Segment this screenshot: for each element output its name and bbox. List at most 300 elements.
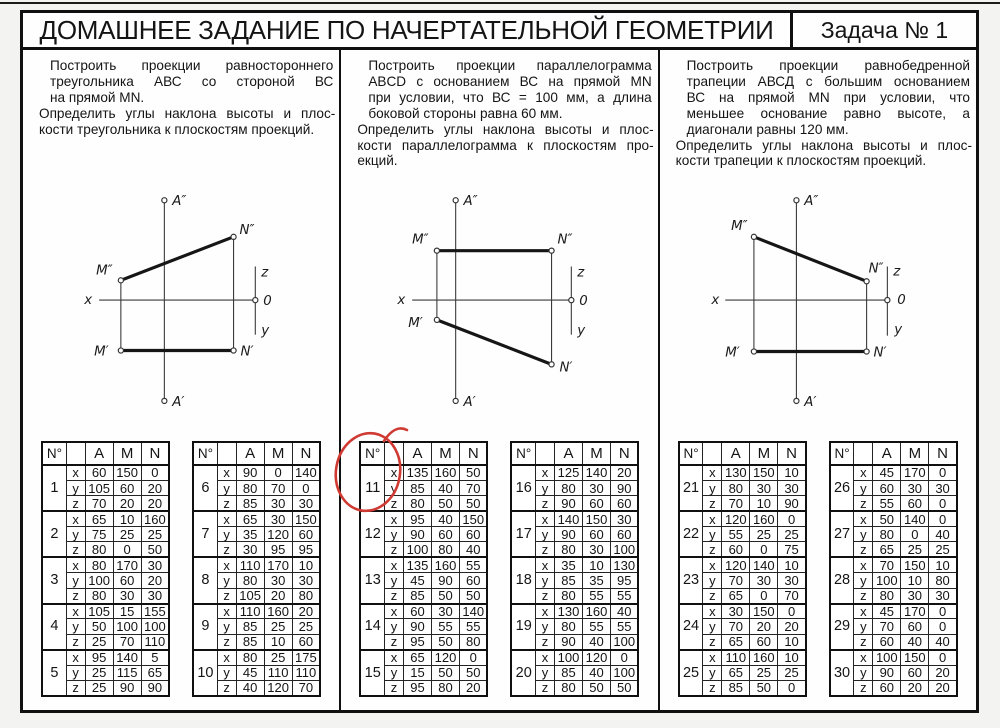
axis-label: y bbox=[384, 573, 403, 588]
task-text-line: меньшее основание равно высоте, а bbox=[686, 105, 970, 121]
coordinate-value: 25 bbox=[264, 619, 292, 634]
coordinate-value: 95 bbox=[292, 542, 320, 557]
coordinate-value: 170 bbox=[901, 604, 929, 619]
coordinate-value: 80 bbox=[459, 634, 487, 649]
task-text-line: ВС на прямой MN при условии, что bbox=[686, 89, 970, 105]
coordinate-value: 30 bbox=[113, 588, 141, 603]
point-label: A′ bbox=[803, 394, 817, 410]
coordinate-value: 10 bbox=[778, 557, 806, 572]
coordinate-value: 80 bbox=[85, 588, 113, 603]
point-label: y bbox=[261, 323, 270, 339]
axis-label: x bbox=[217, 604, 236, 619]
coordinate-value: 80 bbox=[722, 480, 750, 495]
axis-label: y bbox=[217, 619, 236, 634]
coordinate-value: 0 bbox=[929, 650, 957, 665]
task-text-line: ABCD с основанием ВС на прямой MN bbox=[368, 73, 652, 89]
coordinate-value: 85 bbox=[554, 665, 582, 680]
coordinate-value: 70 bbox=[722, 496, 750, 511]
variant-number: 17 bbox=[511, 511, 535, 557]
task-text-line: на прямой MN. bbox=[50, 89, 145, 105]
coordinate-value: 50 bbox=[431, 634, 459, 649]
coordinate-value: 25 bbox=[85, 634, 113, 649]
sheet-title: ДОМАШНЕЕ ЗАДАНИЕ ПО НАЧЕРТАТЕЛЬНОЙ ГЕОМЕТРИИ bbox=[23, 13, 793, 47]
tables-row-2 bbox=[341, 441, 657, 697]
coordinate-value: 60 bbox=[403, 604, 431, 619]
point-column-header: N bbox=[141, 442, 169, 465]
point-label: A′ bbox=[463, 394, 477, 410]
coordinate-value: 100 bbox=[141, 619, 169, 634]
coordinate-value: 0 bbox=[459, 650, 487, 665]
axis-label: y bbox=[535, 619, 554, 634]
coordinate-value: 30 bbox=[778, 480, 806, 495]
axis-column-header bbox=[535, 442, 554, 465]
axis-label: x bbox=[384, 650, 403, 665]
table-row bbox=[679, 511, 806, 526]
point-marker bbox=[231, 348, 236, 353]
coordinate-value: 90 bbox=[554, 634, 582, 649]
variant-number-header: N° bbox=[830, 442, 854, 465]
coordinate-value: 30 bbox=[264, 511, 292, 526]
variant-number: 26 bbox=[830, 465, 854, 511]
axis-label: x bbox=[217, 511, 236, 526]
coordinate-value: 175 bbox=[292, 650, 320, 665]
axis-label: z bbox=[703, 680, 722, 695]
point-marker bbox=[864, 349, 869, 354]
variant-number: 18 bbox=[511, 557, 535, 603]
coordinate-value: 90 bbox=[431, 573, 459, 588]
coordinate-value: 20 bbox=[929, 665, 957, 680]
coordinate-value: 160 bbox=[582, 604, 610, 619]
coordinate-value: 95 bbox=[610, 573, 638, 588]
coordinate-value: 140 bbox=[113, 650, 141, 665]
coordinate-value: 105 bbox=[236, 588, 264, 603]
point-marker bbox=[751, 349, 756, 354]
task-text-line: Определить углы наклона высоты и плос- bbox=[357, 121, 654, 137]
coordinate-value: 100 bbox=[554, 650, 582, 665]
coordinate-value: 40 bbox=[236, 680, 264, 695]
point-marker bbox=[162, 198, 167, 203]
coordinate-value: 40 bbox=[610, 604, 638, 619]
axis-label: x bbox=[217, 650, 236, 665]
coordinate-value: 20 bbox=[901, 680, 929, 695]
variant-number: 6 bbox=[193, 465, 217, 511]
variant-number-header: N° bbox=[511, 442, 535, 465]
point-marker bbox=[453, 398, 458, 403]
axis-label: z bbox=[384, 680, 403, 695]
coordinate-value: 30 bbox=[929, 480, 957, 495]
axis-label: x bbox=[66, 604, 85, 619]
coordinate-value: 50 bbox=[610, 680, 638, 695]
variant-number: 10 bbox=[193, 650, 217, 696]
coordinate-value: 100 bbox=[873, 573, 901, 588]
variants-table-21-25 bbox=[678, 441, 807, 697]
coordinate-value: 80 bbox=[554, 480, 582, 495]
coordinate-value: 120 bbox=[722, 511, 750, 526]
task-text-line: Определить углы наклона высоты и плос- bbox=[675, 137, 972, 153]
coordinate-value: 95 bbox=[264, 542, 292, 557]
point-column-header: N bbox=[459, 442, 487, 465]
coordinate-value: 0 bbox=[929, 604, 957, 619]
coordinate-value: 60 bbox=[292, 634, 320, 649]
coordinate-value: 30 bbox=[264, 573, 292, 588]
point-label: 0 bbox=[579, 294, 589, 310]
page-top-edge-line bbox=[0, 2, 1000, 4]
table-row bbox=[830, 557, 957, 572]
content-area bbox=[23, 50, 976, 710]
coordinate-value: 80 bbox=[403, 496, 431, 511]
coordinate-value: 55 bbox=[722, 527, 750, 542]
coordinate-value: 70 bbox=[873, 557, 901, 572]
variants-table-16-20 bbox=[510, 441, 639, 697]
coordinate-value: 80 bbox=[236, 480, 264, 495]
coordinate-value: 100 bbox=[113, 619, 141, 634]
point-marker bbox=[569, 298, 574, 303]
axis-label: x bbox=[384, 604, 403, 619]
triangle-projection-diagram bbox=[23, 183, 339, 433]
task-paragraph bbox=[368, 58, 651, 122]
coordinate-value: 90 bbox=[554, 496, 582, 511]
coordinate-value: 50 bbox=[141, 542, 169, 557]
coordinate-value: 30 bbox=[292, 496, 320, 511]
coordinate-value: 0 bbox=[929, 619, 957, 634]
coordinate-value: 0 bbox=[141, 465, 169, 480]
coordinate-value: 0 bbox=[778, 511, 806, 526]
axis-column-header bbox=[703, 442, 722, 465]
coordinate-value: 60 bbox=[582, 527, 610, 542]
axis-label: y bbox=[854, 665, 873, 680]
point-column-header: M bbox=[582, 442, 610, 465]
coordinate-value: 70 bbox=[292, 680, 320, 695]
coordinate-value: 0 bbox=[778, 680, 806, 695]
coordinate-value: 95 bbox=[403, 511, 431, 526]
coordinate-value: 0 bbox=[292, 480, 320, 495]
coordinate-value: 150 bbox=[113, 465, 141, 480]
axis-label: z bbox=[66, 634, 85, 649]
axis-label: y bbox=[854, 573, 873, 588]
axis-label: y bbox=[535, 573, 554, 588]
coordinate-value: 80 bbox=[292, 588, 320, 603]
table-row bbox=[360, 511, 487, 526]
coordinate-value: 20 bbox=[459, 680, 487, 695]
axis-label: z bbox=[535, 588, 554, 603]
coordinate-value: 20 bbox=[141, 573, 169, 588]
variant-number-header: N° bbox=[360, 442, 384, 465]
point-label: N″ bbox=[239, 222, 255, 238]
point-label: M′ bbox=[94, 344, 109, 360]
coordinate-value: 25 bbox=[778, 527, 806, 542]
coordinate-value: 120 bbox=[431, 650, 459, 665]
coordinate-value: 110 bbox=[292, 665, 320, 680]
task-text-line: Построить проекции параллелограмма bbox=[368, 58, 652, 73]
table-row bbox=[193, 604, 320, 619]
axis-label: x bbox=[854, 557, 873, 572]
variant-number: 4 bbox=[42, 604, 66, 650]
axis-label: x bbox=[66, 557, 85, 572]
title-bar bbox=[23, 13, 976, 50]
axis-label: x bbox=[384, 465, 403, 480]
point-label: N′ bbox=[559, 360, 573, 376]
table-row bbox=[679, 650, 806, 665]
point-label: z bbox=[892, 264, 900, 280]
coordinate-value: 10 bbox=[750, 496, 778, 511]
point-marker bbox=[118, 278, 123, 283]
coordinate-value: 30 bbox=[778, 573, 806, 588]
point-label: A″ bbox=[803, 194, 819, 210]
point-label: z bbox=[261, 265, 269, 281]
coordinate-value: 0 bbox=[750, 588, 778, 603]
axis-label: y bbox=[703, 573, 722, 588]
axis-label: y bbox=[854, 480, 873, 495]
tables-row-3 bbox=[660, 441, 976, 697]
variant-number: 28 bbox=[830, 557, 854, 603]
coordinate-value: 45 bbox=[873, 465, 901, 480]
variant-number: 30 bbox=[830, 650, 854, 696]
task-text-parallelogram bbox=[341, 50, 657, 183]
coordinate-value: 100 bbox=[610, 665, 638, 680]
coordinate-value: 150 bbox=[292, 511, 320, 526]
coordinate-value: 100 bbox=[873, 650, 901, 665]
coordinate-value: 95 bbox=[403, 634, 431, 649]
task-text-line: при условии, что ВС = 100 мм, а длина bbox=[368, 89, 652, 105]
axis-label: y bbox=[384, 480, 403, 495]
coordinate-value: 100 bbox=[610, 542, 638, 557]
segment-MN bbox=[437, 320, 552, 364]
table-row bbox=[679, 557, 806, 572]
axis-label: y bbox=[535, 665, 554, 680]
table-header-row bbox=[679, 442, 806, 465]
point-label: A″ bbox=[463, 194, 479, 210]
coordinate-value: 60 bbox=[750, 634, 778, 649]
tables-row-1 bbox=[23, 441, 339, 697]
coordinate-value: 90 bbox=[113, 680, 141, 695]
coordinate-value: 20 bbox=[778, 619, 806, 634]
axis-column-header bbox=[66, 442, 85, 465]
table-row bbox=[511, 557, 638, 572]
axis-label: z bbox=[217, 634, 236, 649]
axis-label: z bbox=[217, 588, 236, 603]
coordinate-value: 25 bbox=[901, 542, 929, 557]
coordinate-value: 30 bbox=[582, 480, 610, 495]
coordinate-value: 30 bbox=[582, 542, 610, 557]
coordinate-value: 50 bbox=[459, 588, 487, 603]
axis-label: x bbox=[535, 604, 554, 619]
variant-number: 9 bbox=[193, 604, 217, 650]
table-row bbox=[360, 604, 487, 619]
sheet-frame bbox=[20, 10, 979, 713]
coordinate-value: 160 bbox=[431, 557, 459, 572]
coordinate-value: 80 bbox=[554, 588, 582, 603]
point-column-header: N bbox=[929, 442, 957, 465]
point-column-header: M bbox=[901, 442, 929, 465]
axis-label: z bbox=[535, 542, 554, 557]
table-row bbox=[42, 465, 169, 480]
coordinate-value: 160 bbox=[750, 650, 778, 665]
task-text-line: кости трапеции к плоскостям проекций. bbox=[675, 153, 927, 169]
axis-label: x bbox=[703, 465, 722, 480]
axis-label: y bbox=[66, 573, 85, 588]
coordinate-value: 30 bbox=[141, 557, 169, 572]
variant-number: 19 bbox=[511, 604, 535, 650]
coordinate-value: 70 bbox=[722, 573, 750, 588]
axis-label: y bbox=[66, 619, 85, 634]
axis-label: x bbox=[854, 511, 873, 526]
axis-label: z bbox=[854, 542, 873, 557]
coordinate-value: 110 bbox=[236, 557, 264, 572]
coordinate-value: 120 bbox=[722, 557, 750, 572]
coordinate-value: 140 bbox=[750, 557, 778, 572]
point-column-header: A bbox=[722, 442, 750, 465]
coordinate-value: 160 bbox=[750, 511, 778, 526]
axis-label: z bbox=[384, 588, 403, 603]
variant-number: 24 bbox=[679, 604, 703, 650]
coordinate-value: 135 bbox=[403, 465, 431, 480]
coordinate-value: 150 bbox=[901, 650, 929, 665]
point-marker bbox=[231, 234, 236, 239]
variant-number: 7 bbox=[193, 511, 217, 557]
point-column-header: M bbox=[264, 442, 292, 465]
point-label: x bbox=[711, 293, 719, 309]
point-label: M′ bbox=[724, 345, 740, 361]
coordinate-value: 25 bbox=[750, 665, 778, 680]
axis-label: x bbox=[384, 557, 403, 572]
coordinate-value: 140 bbox=[459, 604, 487, 619]
point-label: z bbox=[577, 265, 585, 281]
task-paragraph bbox=[357, 122, 653, 170]
coordinate-value: 80 bbox=[431, 680, 459, 695]
coordinate-value: 20 bbox=[141, 480, 169, 495]
coordinate-value: 55 bbox=[459, 557, 487, 572]
axis-label: y bbox=[703, 665, 722, 680]
coordinate-value: 60 bbox=[113, 480, 141, 495]
task-text-line: Построить проекции равнобедренной bbox=[686, 58, 970, 73]
coordinate-value: 80 bbox=[85, 542, 113, 557]
coordinate-value: 120 bbox=[582, 650, 610, 665]
coordinate-value: 50 bbox=[431, 588, 459, 603]
point-label: N″ bbox=[868, 261, 884, 277]
task-paragraph bbox=[676, 138, 972, 170]
axis-label: x bbox=[703, 557, 722, 572]
point-label: A″ bbox=[172, 194, 187, 210]
coordinate-value: 105 bbox=[85, 480, 113, 495]
coordinate-value: 20 bbox=[292, 604, 320, 619]
coordinate-value: 100 bbox=[610, 634, 638, 649]
point-column-header: A bbox=[554, 442, 582, 465]
coordinate-value: 50 bbox=[750, 680, 778, 695]
coordinate-value: 110 bbox=[236, 604, 264, 619]
coordinate-value: 60 bbox=[459, 527, 487, 542]
coordinate-value: 140 bbox=[901, 511, 929, 526]
coordinate-value: 55 bbox=[873, 496, 901, 511]
axis-label: x bbox=[854, 465, 873, 480]
coordinate-value: 45 bbox=[873, 604, 901, 619]
coordinate-value: 90 bbox=[554, 527, 582, 542]
variant-number: 22 bbox=[679, 511, 703, 557]
axis-label: z bbox=[535, 634, 554, 649]
axis-label: z bbox=[384, 542, 403, 557]
coordinate-value: 20 bbox=[750, 619, 778, 634]
axis-label: y bbox=[854, 619, 873, 634]
axis-label: y bbox=[854, 527, 873, 542]
coordinate-value: 85 bbox=[722, 680, 750, 695]
coordinate-value: 30 bbox=[901, 588, 929, 603]
axis-label: z bbox=[854, 634, 873, 649]
coordinate-value: 95 bbox=[403, 680, 431, 695]
coordinate-value: 105 bbox=[85, 604, 113, 619]
variant-number: 5 bbox=[42, 650, 66, 696]
coordinate-value: 20 bbox=[264, 588, 292, 603]
table-row bbox=[511, 465, 638, 480]
coordinate-value: 30 bbox=[722, 604, 750, 619]
axis-label: y bbox=[66, 665, 85, 680]
coordinate-value: 55 bbox=[431, 619, 459, 634]
variant-number-header: N° bbox=[679, 442, 703, 465]
variant-number: 27 bbox=[830, 511, 854, 557]
coordinate-value: 45 bbox=[236, 665, 264, 680]
coordinate-value: 15 bbox=[403, 665, 431, 680]
point-label: M″ bbox=[412, 232, 429, 248]
coordinate-value: 70 bbox=[778, 588, 806, 603]
coordinate-value: 150 bbox=[459, 511, 487, 526]
coordinate-value: 50 bbox=[431, 665, 459, 680]
variant-number: 13 bbox=[360, 557, 384, 603]
coordinate-value: 140 bbox=[292, 465, 320, 480]
coordinate-value: 40 bbox=[901, 634, 929, 649]
variant-number: 11 bbox=[360, 465, 384, 511]
variant-number: 23 bbox=[679, 557, 703, 603]
point-marker bbox=[549, 362, 554, 367]
point-marker bbox=[794, 198, 799, 203]
column-triangle bbox=[23, 50, 339, 710]
axis-label: y bbox=[535, 480, 554, 495]
coordinate-value: 30 bbox=[610, 511, 638, 526]
coordinate-value: 80 bbox=[236, 573, 264, 588]
task-text-trapezoid bbox=[660, 50, 976, 183]
axis-label: x bbox=[66, 511, 85, 526]
variant-number: 14 bbox=[360, 604, 384, 650]
coordinate-value: 65 bbox=[403, 650, 431, 665]
table-row bbox=[42, 557, 169, 572]
axis-label: z bbox=[535, 680, 554, 695]
point-label: A′ bbox=[172, 394, 185, 410]
coordinate-value: 25 bbox=[778, 665, 806, 680]
coordinate-value: 60 bbox=[610, 496, 638, 511]
point-label: M″ bbox=[730, 218, 748, 234]
coordinate-value: 50 bbox=[459, 496, 487, 511]
coordinate-value: 55 bbox=[459, 619, 487, 634]
coordinate-value: 60 bbox=[85, 465, 113, 480]
coordinate-value: 90 bbox=[236, 465, 264, 480]
coordinate-value: 0 bbox=[264, 465, 292, 480]
point-label: y bbox=[893, 322, 902, 338]
variant-number: 25 bbox=[679, 650, 703, 696]
coordinate-value: 80 bbox=[431, 542, 459, 557]
axis-label: x bbox=[217, 465, 236, 480]
coordinate-value: 35 bbox=[554, 557, 582, 572]
coordinate-value: 70 bbox=[459, 480, 487, 495]
coordinate-value: 75 bbox=[778, 542, 806, 557]
variant-number-header: N° bbox=[42, 442, 66, 465]
column-trapezoid bbox=[658, 50, 976, 710]
table-header-row bbox=[830, 442, 957, 465]
table-row bbox=[42, 650, 169, 665]
coordinate-value: 75 bbox=[85, 527, 113, 542]
axis-label: y bbox=[66, 527, 85, 542]
point-marker bbox=[435, 248, 440, 253]
axis-label: z bbox=[854, 588, 873, 603]
coordinate-value: 70 bbox=[264, 480, 292, 495]
point-marker bbox=[549, 248, 554, 253]
coordinate-value: 0 bbox=[901, 527, 929, 542]
